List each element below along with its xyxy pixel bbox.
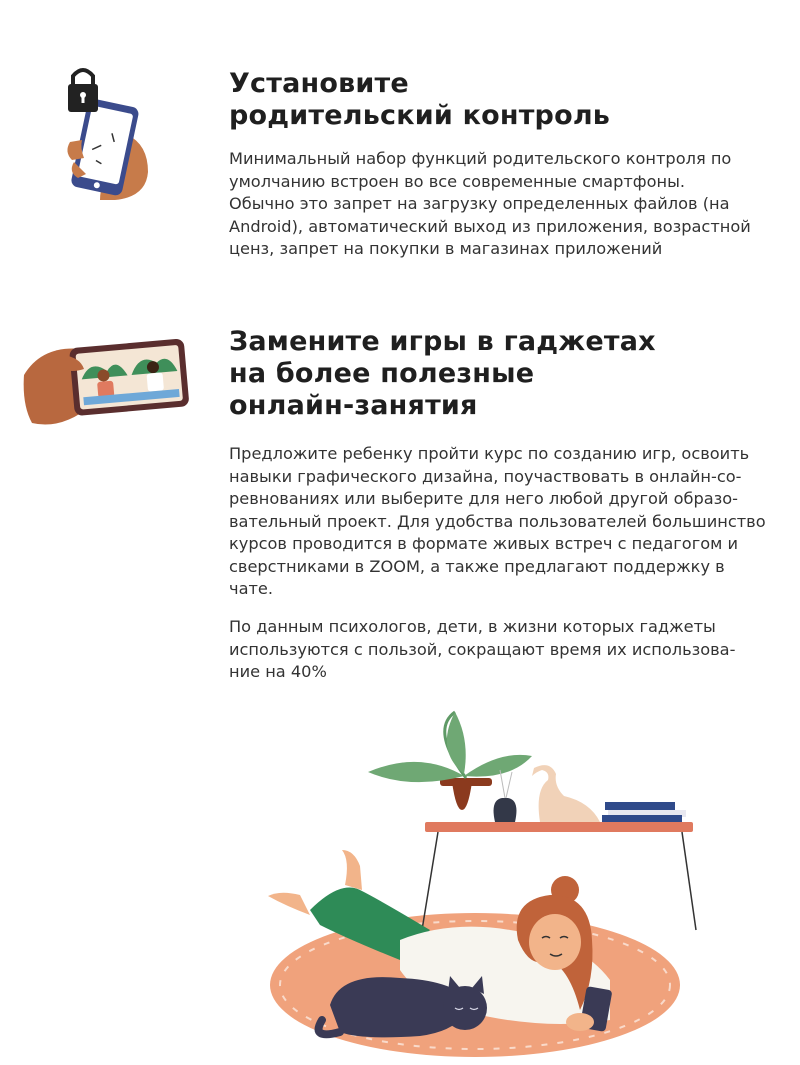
section2-body-line: вательный проект. Для удобства пользователей большинство: [229, 511, 766, 531]
section1-body-line: умолчанию встроен во все современные смартфоны.: [229, 171, 686, 191]
section2-body: [229, 443, 789, 601]
section2-stat-line: используются с пользой, сокращают время их использова-: [229, 639, 736, 659]
section2-title-line1: Замените игры в гаджетах: [229, 326, 656, 357]
section1-title-line1: Установите: [229, 68, 409, 99]
section1-body-line: Минимальный набор функций родительского контроля по: [229, 149, 732, 168]
girl-with-phone-and-cat-illustration: [250, 710, 700, 1060]
section2-body-line: сверстниками в ZOOM, а также предлагают поддержку в: [229, 556, 725, 576]
section2-body-line: Предложите ребенку пройти курс по созданию игр, освоить: [229, 444, 750, 463]
section1-body-line: Обычно это запрет на загрузку определенных файлов (на: [229, 194, 730, 213]
section2-title-line3: онлайн-занятия: [229, 390, 478, 421]
section2-stat-line: ние на 40%: [229, 662, 327, 681]
section2-title-line2: на более полезные: [229, 358, 535, 389]
section2-body-line: чате.: [229, 579, 274, 598]
section1-body: [229, 148, 789, 261]
section2-body-line: ревнованиях или выберите для него любой другой образо-: [229, 489, 739, 508]
section2-stat: [229, 616, 789, 684]
section1-body-line: Android), автоматический выход из приложения, возрастной: [229, 216, 751, 236]
section2-body-line: курсов проводится в формате живых встреч с педагогом и: [229, 534, 738, 553]
section1-body-line: ценз, запрет на покупки в магазинах приложений: [229, 239, 663, 258]
section2-stat-line: По данным психологов, дети, в жизни которых гаджеты: [229, 617, 716, 636]
hand-phone-lock-icon: [60, 62, 155, 202]
hand-phone-video-icon: [22, 335, 194, 430]
section1-title-line2: родительский контроль: [229, 100, 611, 131]
section2-body-line: навыки графического дизайна, поучаствовать в онлайн-со-: [229, 466, 742, 486]
